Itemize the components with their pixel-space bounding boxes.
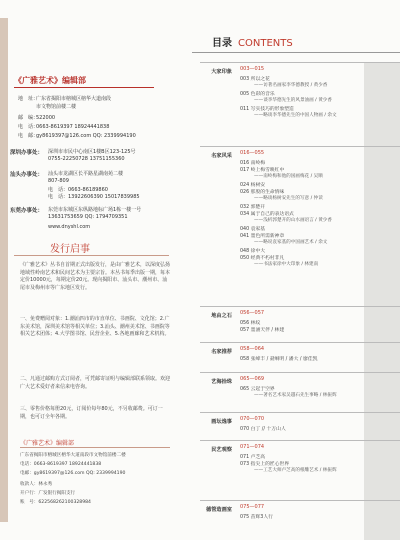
postcode-row: 邮 编：522000 — [18, 115, 56, 121]
section-label: 艺海拾珠 — [211, 379, 232, 385]
toc-entry[interactable]: 016 南岭梅 — [240, 161, 266, 166]
office-title-shantou: 汕头办事处： — [10, 172, 44, 178]
info-row: 收款人：林永秀 — [20, 482, 53, 487]
office-title-shenzhen: 深圳办事处： — [10, 150, 44, 156]
right-decor-bar — [364, 62, 400, 540]
info-row: 电话：0663-8619397 18924441838 — [20, 462, 102, 467]
divider — [14, 255, 169, 256]
notice-paragraph: 二、凡通过邮购方式订阅者，可凭邮寄证明与编辑部联系领取。欢迎广大艺术爱好者来信来电咨询。 — [20, 376, 171, 390]
toc-entry[interactable]: 032 郭楚开 — [240, 205, 266, 210]
section-range: 075—077 — [240, 504, 265, 510]
divider — [20, 447, 170, 448]
divider — [192, 52, 400, 53]
toc-entry[interactable]: 024 杨树安 — [240, 183, 266, 188]
editorial-title-2: 《广雅艺术》编辑部 — [20, 440, 75, 447]
toc-subtitle: ——略说袁家基的中国画艺术 / 余文 — [254, 240, 328, 245]
section-divider — [200, 500, 400, 501]
toc-entry[interactable]: 041 墨色所需新神章 — [240, 234, 285, 239]
section-label: 名家推荐 — [211, 349, 232, 355]
section-range: 071—074 — [240, 444, 265, 450]
divider — [14, 87, 154, 88]
toc-entry[interactable]: 003 所以之花 — [240, 77, 270, 82]
section-label: 地由之石 — [211, 313, 232, 319]
toc-entry[interactable]: 070 白丁 // 十万山人 — [240, 427, 286, 432]
toc-entry[interactable]: 075 苗辉3人行 — [240, 515, 273, 520]
section-divider — [200, 342, 400, 343]
section-divider — [200, 440, 400, 441]
toc-entry[interactable]: 026 那股的生命情味 — [240, 190, 285, 195]
section-divider — [200, 306, 400, 307]
office-line: 0755-22250728 13751155360 — [48, 156, 125, 162]
toc-entry[interactable]: 034 属于自己的表达语式 — [240, 212, 294, 217]
toc-subtitle: ——浅析郭楚开的山水画语言 / 黄少香 — [254, 218, 332, 223]
email-row: 电 邮：gy8619397@126.com QQ: 2339994190 — [18, 133, 136, 139]
phone-row: 电 话：0663-8619397 18924441838 — [18, 124, 110, 130]
notice-paragraph: 《广雅艺术》丛书自首期正式出版发行，是由广雅艺术，以深度弘扬地域性岭南艺术和民间艺术为主要宗旨。本丛书每季出版一期，每本定价10000元，每期定价20元。现向揭阳市、汕头市、潮州市、汕尾市及梅州市等广东地区发行。 — [20, 262, 171, 291]
office-line: 13631753659 QQ: 1794709351 — [48, 214, 128, 220]
toc-subtitle: ——访著名画家李华德教授 / 黄少香 — [254, 83, 328, 88]
editorial-title: 《广雅艺术》编辑部 — [14, 76, 86, 85]
phone-line: 电 话：13922606390 15017839985 — [48, 194, 140, 200]
website[interactable]: www.dnyshl.com — [48, 224, 91, 230]
section-label: 名家风采 — [211, 153, 232, 159]
info-row: 开户行：广发银行揭阳支行 — [20, 491, 76, 496]
section-divider — [200, 372, 400, 373]
toc-entry[interactable]: 065 云起于空界 — [240, 387, 275, 392]
toc-subtitle: ——工艺大师卢芝高的根雕艺术 / 林振辉 — [254, 468, 337, 473]
toc-entry[interactable]: 017 岭上梅雪映红中 — [240, 168, 285, 173]
contents-title-cn: 目录 — [212, 38, 232, 49]
info-row: 账 号：622568262100328984 — [20, 500, 91, 505]
toc-entry[interactable]: 048 徐中大 — [240, 249, 266, 254]
address-row: 地 址：广东省揭阳市榕城区榕华大道南段 — [18, 96, 112, 102]
office-title-dongguan: 东莞办事处： — [10, 208, 44, 214]
office-line: 深圳市市民中心南区1楼B区123-125号 — [48, 149, 136, 155]
toc-entry[interactable]: 073 指尖上的匠心世界 — [240, 462, 290, 467]
section-range: 065—069 — [240, 376, 265, 382]
contents-heading — [212, 34, 293, 49]
left-column — [0, 0, 192, 540]
contents-column — [192, 0, 400, 540]
section-divider — [200, 146, 400, 147]
section-range: 056—057 — [240, 310, 265, 316]
toc-entry[interactable]: 057 墨涵天伴 / 林建 — [240, 328, 285, 333]
toc-subtitle: ——谈李华德先生的风景油画 / 黄少香 — [254, 98, 332, 103]
left-decor-bar — [0, 18, 8, 522]
toc-entry[interactable]: 071 卢芝高 — [240, 455, 266, 460]
section-divider — [200, 412, 400, 413]
section-label: 画坛逸事 — [211, 419, 232, 425]
toc-subtitle: ——南岭梅和他的国画梅花 / 吴顺 — [254, 174, 323, 179]
office-line: 东莞市东城区东纵路地标广场1栋一楼一号 — [48, 207, 142, 213]
info-row: 广东省揭阳市榕城区榕华大道南段市文物馆前楼二楼 — [20, 453, 126, 458]
toc-entry[interactable]: 050 经典不朽村非凡 — [240, 256, 285, 261]
section-label: 德管造画室 — [206, 507, 232, 513]
section-divider — [200, 62, 400, 63]
office-line: 807-809 — [48, 178, 69, 184]
toc-entry[interactable]: 056 林纹 — [240, 321, 261, 326]
phone-line: 电 话：0663-86189860 — [48, 187, 108, 193]
info-row: 电邮：gy8619397@126.com QQ: 2339994190 — [20, 471, 126, 476]
toc-subtitle: ——著名艺术家吴越石先生事略 / 林振辉 — [254, 393, 337, 398]
toc-subtitle: ——书法家徐中大印象 / 林建南 — [254, 262, 319, 267]
section-range: 003—015 — [240, 66, 265, 72]
address-row-2: 市文物馆前楼二楼 — [36, 104, 77, 110]
toc-subtitle: ——略谈李华德先生的中国人物画 / 余文 — [254, 113, 337, 118]
section-label: 民艺观察 — [211, 447, 232, 453]
toc-entry[interactable]: 040 袁家基 — [240, 227, 266, 232]
notice-title: 发行启事 — [50, 244, 90, 255]
notice-paragraph: 一、免费赠阅对象：1.潮汕四市的市直单位、书画院、文化馆；2.广东美术馆，深圳美术馆等相关单位；3.汕头、潮州美术馆、书画院等相关艺术团体；4.大学图书馆、民营企业、5.各地画廊和艺术机构。 — [20, 316, 170, 337]
section-range: 070—070 — [240, 416, 265, 422]
section-label: 大家印象 — [211, 69, 232, 75]
toc-entry[interactable]: 005 色彩的音乐 — [240, 92, 275, 97]
toc-subtitle: ——略谈杨树安先生的写意 / 仲读 — [254, 196, 323, 201]
office-line: 汕头市龙湖区长平路星湖南苑二楼 — [48, 171, 124, 177]
toc-entry[interactable]: 058 张峰丰 / 聂峒明 / 潘大 / 廖佳凯 — [240, 357, 318, 362]
section-range: 058—064 — [240, 346, 265, 352]
toc-entry[interactable]: 011 写实技巧的形象塑造 — [240, 107, 294, 112]
section-range: 016—055 — [240, 150, 265, 156]
contents-title-en: CONTENTS — [238, 38, 293, 49]
notice-paragraph: 三、零售价格每册20元，订阅价每年80元，不另收邮费。可订一期，也可订全年各期。 — [20, 406, 163, 420]
